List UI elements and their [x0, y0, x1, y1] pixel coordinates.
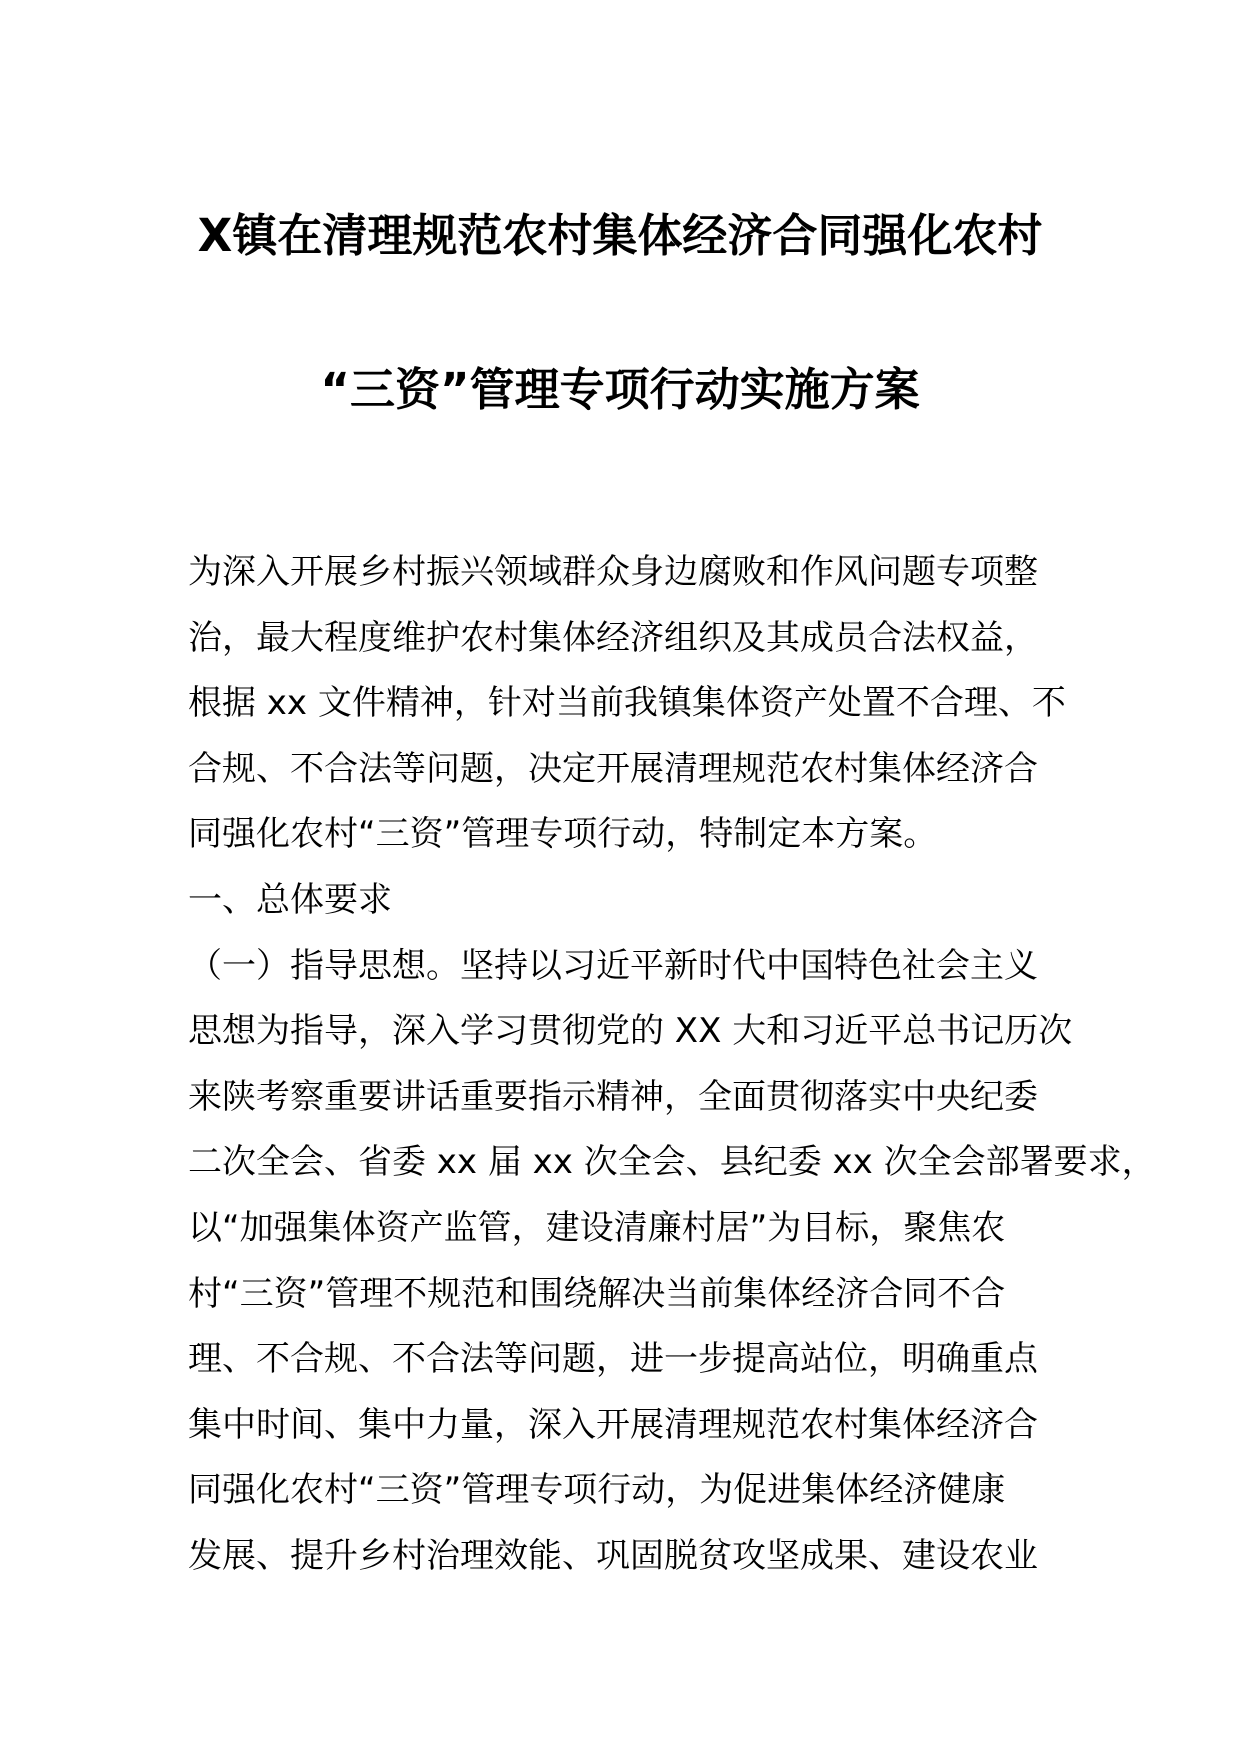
- document-title-line-2: “三资”管理专项行动实施方案: [320, 363, 920, 416]
- body-line: 理、不合规、不合法等问题，进一步提高站位，明确重点: [188, 1339, 1038, 1380]
- body-line: 根据 xx 文件精神，针对当前我镇集体资产处置不合理、不: [188, 683, 1066, 724]
- section-heading: 一、总体要求: [188, 879, 392, 920]
- body-line: 治，最大程度维护农村集体经济组织及其成员合法权益，: [188, 617, 1038, 658]
- body-line: 以“加强集体资产监管，建设清廉村居”为目标，聚焦农: [188, 1207, 1006, 1248]
- body-line: 同强化农村“三资”管理专项行动，特制定本方案。: [188, 814, 938, 855]
- body-line: 合规、不合法等问题，决定开展清理规范农村集体经济合: [188, 748, 1038, 789]
- body-line: 来陕考察重要讲话重要指示精神，全面贯彻落实中央纪委: [188, 1076, 1038, 1117]
- body-line: 集中时间、集中力量，深入开展清理规范农村集体经济合: [188, 1404, 1038, 1445]
- body-line: 为深入开展乡村振兴领域群众身边腐败和作风问题专项整: [188, 552, 1038, 592]
- body-line: 发展、提升乡村治理效能、巩固脱贫攻坚成果、建设农业: [188, 1535, 1038, 1576]
- body-line: （一）指导思想。坚持以习近平新时代中国特色社会主义: [188, 945, 1038, 986]
- document-title-line-1: X镇在清理规范农村集体经济合同强化农村: [197, 209, 1043, 262]
- body-line: 二次全会、省委 xx 届 xx 次全会、县纪委 xx 次全会部署要求，: [188, 1142, 1156, 1183]
- body-line: 同强化农村“三资”管理专项行动，为促进集体经济健康: [188, 1470, 1006, 1511]
- body-line: 村“三资”管理不规范和围绕解决当前集体经济合同不合: [188, 1273, 1006, 1314]
- document-body: [188, 540, 1156, 1590]
- body-line: 思想为指导，深入学习贯彻党的 XX 大和习近平总书记历次: [188, 1011, 1073, 1052]
